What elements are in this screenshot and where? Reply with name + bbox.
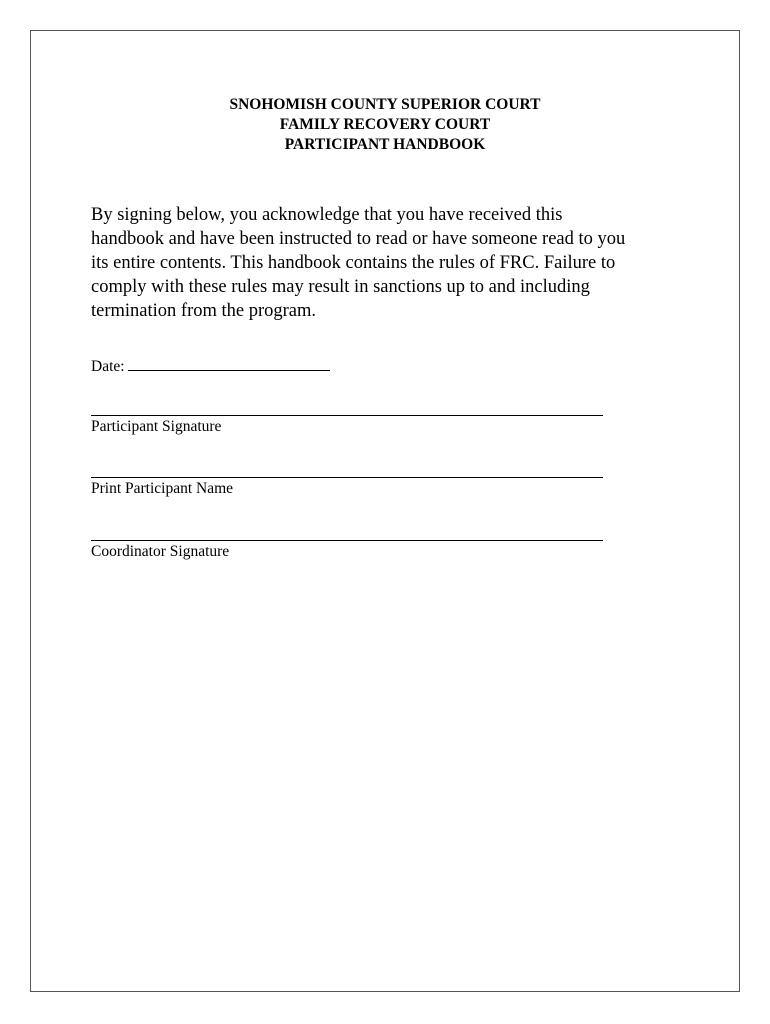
coordinator-signature-label: Coordinator Signature	[91, 543, 230, 560]
participant-signature-block	[91, 415, 611, 437]
date-label: Date:	[91, 358, 125, 375]
print-name-block	[91, 477, 611, 499]
print-name-line[interactable]	[91, 477, 603, 478]
coordinator-signature-block	[91, 540, 611, 562]
header-document-title: PARTICIPANT HANDBOOK	[284, 136, 486, 153]
coordinator-signature-line[interactable]	[91, 540, 603, 541]
acknowledgment-paragraph: By signing below, you acknowledge that you have received this handbook and have been instructed to read or have someone read to you its entire contents. This handbook contains the rules of FRC. Failure to comply with these rules may result in sanctions up to and including termination from the program.	[91, 205, 626, 321]
document-header	[31, 95, 739, 155]
header-program-name: FAMILY RECOVERY COURT	[279, 116, 491, 133]
participant-signature-line[interactable]	[91, 415, 603, 416]
participant-signature-label: Participant Signature	[91, 418, 222, 435]
date-blank-line[interactable]	[128, 370, 330, 371]
print-name-label: Print Participant Name	[91, 480, 234, 497]
document-page	[30, 30, 740, 992]
date-field[interactable]	[91, 357, 330, 377]
header-court-name: SNOHOMISH COUNTY SUPERIOR COURT	[229, 96, 541, 113]
